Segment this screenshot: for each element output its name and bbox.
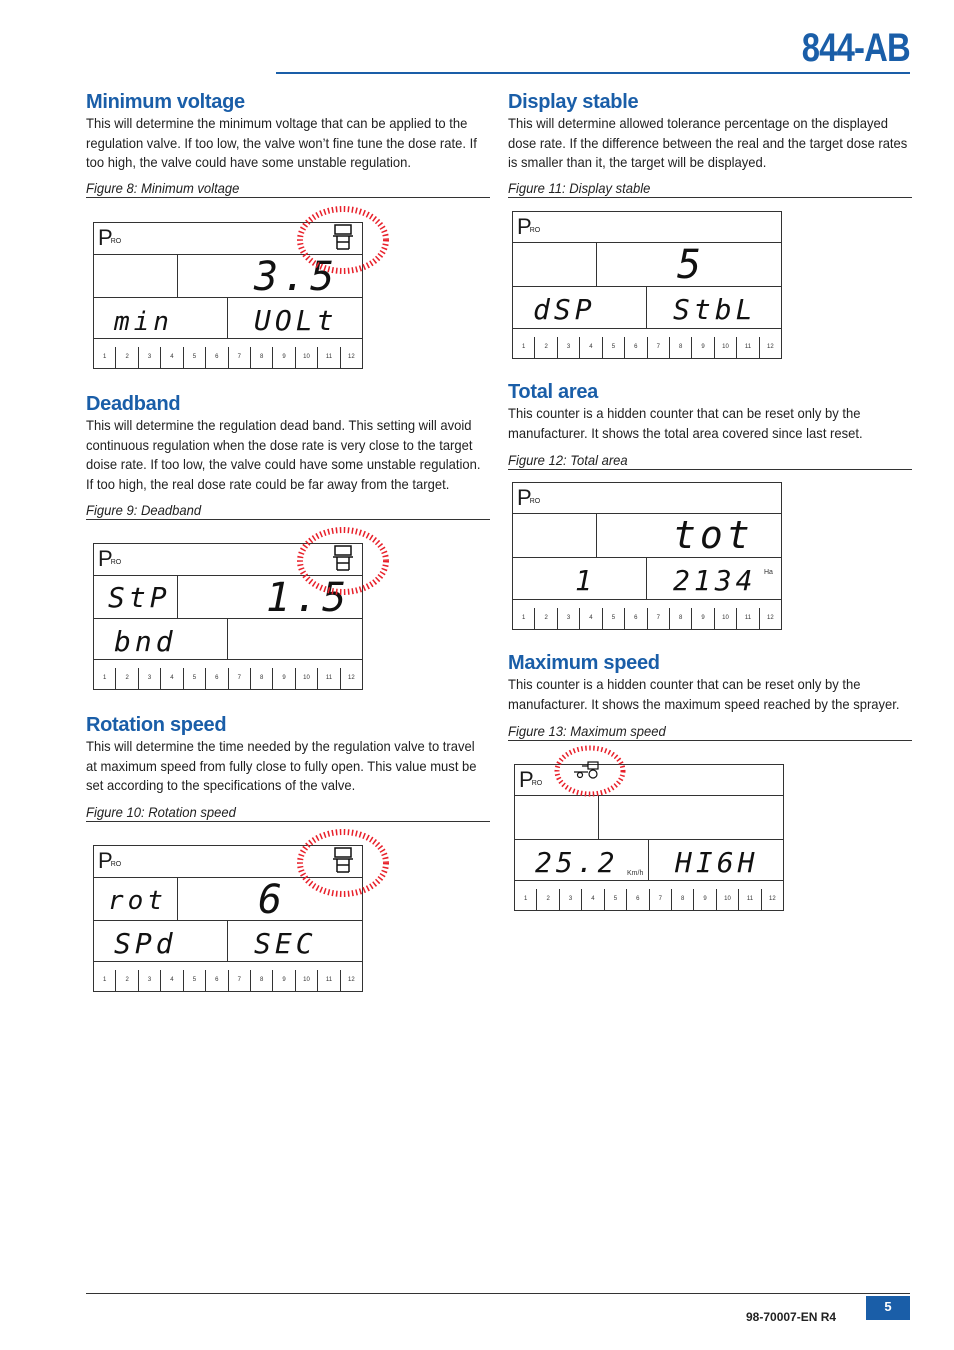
section-deadband [86, 393, 490, 520]
section-title: Rotation speed [86, 714, 227, 736]
model-title: 844-AB [801, 26, 910, 70]
pro-logo: PRO [517, 214, 541, 239]
pro-logo: PRO [98, 848, 122, 873]
document-number: 98-70007-EN R4 [746, 1310, 837, 1324]
section-title: Maximum speed [508, 652, 660, 674]
figure-caption: Figure 12: Total area [508, 452, 912, 470]
valve-icon-highlight [296, 828, 390, 898]
pro-logo: PRO [98, 546, 122, 571]
lcd-scale: 1 2 3 4 5 6 7 8 9 10 11 12 [513, 337, 781, 358]
lcd-left-value: 25.2 [535, 846, 619, 879]
section-title: Minimum voltage [86, 91, 245, 113]
lcd-top-left-value: rot [108, 886, 167, 916]
pro-logo: PRO [98, 225, 122, 250]
lcd-scale: 1 2 3 4 5 6 7 8 9 10 11 12 [94, 347, 362, 368]
lcd-left-value: SPd [114, 927, 177, 960]
section-body: This counter is a hidden counter that can be reset only by the manufacturer. It shows the maximum speed reached by the sprayer. [508, 676, 900, 712]
section-total-area [508, 381, 912, 470]
section-title: Total area [508, 381, 598, 403]
section-body: This will determine the regulation dead band. This setting will avoid continuous regulation when the dose rate is very close to the target doise rate. If too low, the valve could have some unstable regulation. If too high, the real dose rate could be far away from the target. [86, 417, 481, 492]
lcd-display [512, 211, 782, 359]
lcd-left-value: dSP [533, 293, 596, 326]
lcd-right-value: StbL [673, 293, 757, 326]
section-minimum-voltage [86, 91, 490, 198]
section-body: This counter is a hidden counter that can be reset only by the manufacturer. It shows the total area covered since last reset. [508, 405, 863, 441]
lcd-scale: 1 2 3 4 5 6 7 8 9 10 11 12 [513, 608, 781, 629]
lcd-left-value: 1 [575, 564, 596, 597]
figure-caption: Figure 10: Rotation speed [86, 804, 490, 822]
section-maximum-speed [508, 652, 912, 741]
figure-caption: Figure 13: Maximum speed [508, 723, 912, 741]
section-title: Deadband [86, 393, 181, 415]
figure-caption: Figure 11: Display stable [508, 180, 912, 198]
lcd-main-value: 3.5 [254, 254, 339, 300]
lcd-left-value: min [114, 307, 173, 337]
section-body: This will determine allowed tolerance percentage on the displayed dose rate. If the difference between the real and the target dose rates is smaller than it, the target will be displayed. [508, 115, 908, 170]
lcd-left-value: bnd [114, 625, 177, 658]
lcd-right-value: SEC [254, 927, 317, 960]
lcd-unit: Km/h [627, 870, 644, 877]
lcd-scale: 1 2 3 4 5 6 7 8 9 10 11 12 [94, 970, 362, 991]
lcd-main-value: 1.5 [266, 575, 351, 621]
lcd-right-value: HI6H [675, 846, 759, 879]
section-body: This will determine the minimum voltage that can be applied to the regulation valve. If too low, the valve won’t fine tune the dose rate. If too high, the valve could have some unstable regulation. [86, 115, 477, 170]
page-number: 5 [866, 1296, 910, 1320]
lcd-unit: Ha [764, 569, 773, 576]
lcd-top-left-value: StP [108, 581, 171, 614]
lcd-main-value: 5 [677, 242, 706, 288]
pro-logo: PRO [519, 767, 543, 792]
valve-icon [333, 848, 353, 872]
lcd-display [512, 482, 782, 630]
section-title: Display stable [508, 91, 639, 113]
section-display-stable [508, 91, 912, 198]
lcd-main-value: 6 [258, 877, 287, 923]
pro-logo: PRO [517, 485, 541, 510]
lcd-scale: 1 2 3 4 5 6 7 8 9 10 11 12 [94, 668, 362, 689]
valve-icon [333, 225, 353, 249]
lcd-main-value: tot [673, 513, 754, 557]
lcd-right-value: 2134 [673, 564, 757, 597]
valve-icon-highlight [296, 205, 390, 275]
section-body: This will determine the time needed by the regulation valve to travel at maximum speed from fully close to fully open. This value must be set according to the specifications of the valve. [86, 738, 477, 793]
header-rule [276, 72, 910, 74]
valve-icon [333, 546, 353, 570]
footer-rule [86, 1293, 910, 1294]
valve-icon-highlight [296, 526, 390, 596]
figure-caption: Figure 9: Deadband [86, 502, 490, 520]
section-rotation-speed [86, 714, 490, 822]
lcd-scale: 1 2 3 4 5 6 7 8 9 10 11 12 [515, 889, 783, 910]
lcd-right-value: UOLt [254, 304, 338, 337]
tractor-icon-highlight [554, 744, 626, 798]
tractor-icon [574, 762, 598, 778]
figure-caption: Figure 8: Minimum voltage [86, 180, 490, 198]
